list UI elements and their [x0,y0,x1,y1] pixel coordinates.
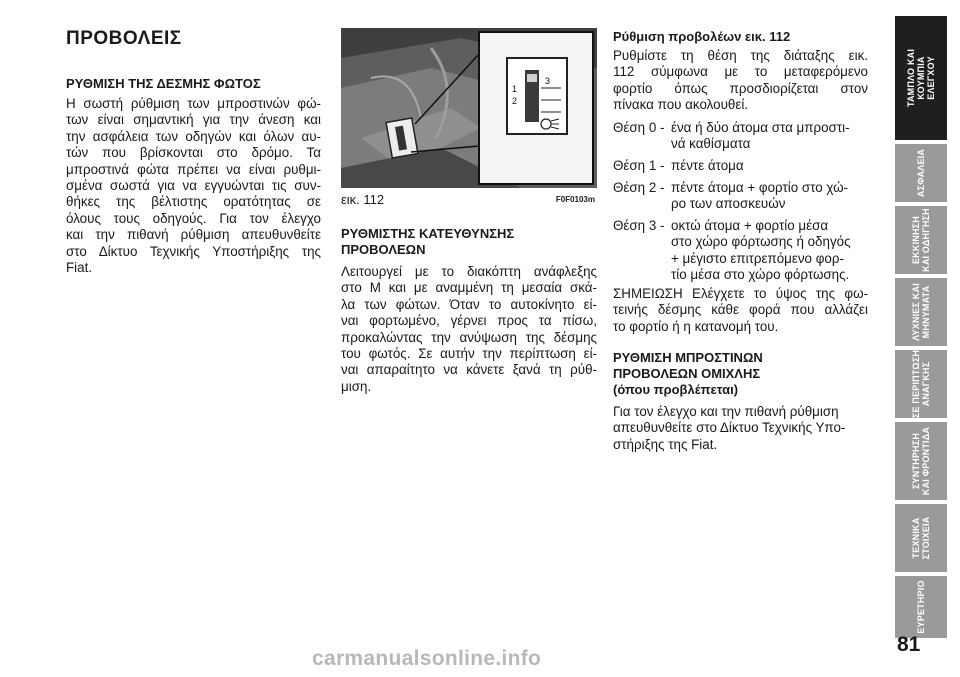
position-row [613,120,868,153]
switch-number-3: 3 [545,76,551,86]
position-row [613,180,868,213]
chapter-tab-label: ΕΚΚΙΝΗΣΗ ΚΑΙ ΟΔΗΓΗΣΗ [911,208,931,272]
beam-adjustment-body-line: την ασφάλεια των οδηγών και όλων αυ- [66,128,321,144]
headlight-aligner-body-line: στο M και με αναμμένη τη μεσαία σκά- [341,280,597,296]
headlight-aligner-body-line: λα των φώτων. Όταν το αυτοκίνητο εί- [341,296,597,312]
beam-adjustment-body-line: τών που βρίσκονται στο δρόμο. Τα [66,145,321,161]
chapter-tab[interactable] [895,350,947,418]
fog-lights-body-line: Για τον έλεγχο και την πιθανή ρύθμιση [613,404,839,419]
position-description-line: νά καθίσματα [671,136,751,152]
chapter-tab[interactable] [895,144,947,202]
watermark: carmanualsonline.info [312,647,542,670]
headlight-aligner-heading-line: ΡΥΘΜΙΣΤΗΣ ΚΑΤΕΥΘΥΝΣΗΣ [341,226,515,241]
position-label: Θέση 0 - [613,120,665,135]
note-line: τεινής δέσμης κάθε φορά που αλλάζει [613,302,868,318]
headlight-aligner-body-line: Λειτουργεί με το διακόπτη ανάφλεξης [341,264,597,279]
chapter-tab-label: ΑΣΦΑΛΕΙΑ [916,148,926,198]
switch-number-2: 2 [512,96,518,106]
fog-lights-heading-line: ΡΥΘΜΙΣΗ ΜΠΡΟΣΤΙΝΩΝ [613,350,763,365]
adjustment-intro-line: φορτίο όπως προσδιορίζεται στον [613,80,868,96]
position-description-line: ρο των αποσκευών [671,196,786,212]
position-description [671,180,868,213]
section-body-fog-lights [613,404,868,453]
adjustment-intro-line: πίνακα που ακολουθεί. [613,97,749,113]
position-description-line: πέντε άτομα + φορτίο στο χώ- [671,180,848,195]
figure-112-illustration [341,28,597,188]
figure-code: F0F0103m [555,195,595,204]
chapter-tab-label: ΕΥΡΕΤΗΡΙΟ [916,580,926,634]
position-row [613,218,868,284]
beam-adjustment-body-line: όλους τους οδηγούς. Για τον έλεγχο [66,210,321,226]
chapter-tab[interactable] [895,504,947,572]
page-number: 81 [897,633,921,656]
position-description-line: στο χώρο φόρτωσης ή οδηγός [671,234,851,250]
section-heading-beam-adjustment: ΡΥΘΜΙΣΗ ΤΗΣ ΔΕΣΜΗΣ ΦΩΤΟΣ [66,76,261,91]
beam-adjustment-body-line: Fiat. [66,260,93,276]
figure-caption: εικ. 112 [341,192,385,207]
section-body-adjustment-intro [613,48,868,114]
adjustment-intro-line: Ρυθμίστε τη θέση της διάταξης εικ. [613,48,868,63]
fog-lights-heading-line: (όπου προβλέπεται) [613,382,739,397]
fog-lights-body-line: στήριξης της Fiat. [613,436,718,452]
figure-caption-row [341,192,597,208]
section-heading-fog-lights [613,350,763,398]
chapter-tab[interactable] [895,422,947,500]
position-label: Θέση 1 - [613,158,665,173]
position-description [671,218,868,284]
beam-adjustment-body-line: Η σωστή ρύθμιση των μπροστινών φώ- [66,96,321,111]
position-description-line: τίο μέσα στο χώρο φόρτωσης. [671,267,850,283]
chapter-tab[interactable] [895,278,947,346]
headlight-aligner-heading-line: ΠΡΟΒΟΛΕΩΝ [341,242,426,257]
note-line: το φορτίο ή η κατανομή του. [613,318,779,334]
position-row [613,158,868,174]
headlight-aligner-body-line: του φωτός. Σε αυτήν την περίπτωση εί- [341,346,597,362]
beam-adjustment-body-line: στο Δίκτυο Τεχνικής Υποστήριξης της [66,243,321,259]
section-heading-headlight-aligner [341,226,514,258]
fog-lights-heading-line: ΠΡΟΒΟΛΕΩΝ ΟΜΙΧΛΗΣ [613,366,761,381]
beam-adjustment-body-line: και την πιθανή ρύθμιση απευθυνθείτε [66,227,321,243]
adjustment-intro-line: 112 σύμφωνα με το μεταφερόμενο [613,64,868,80]
section-body-beam-adjustment [66,96,321,276]
switch-number-1: 1 [512,84,518,94]
beam-adjustment-body-line: μπροστινά φώτα πρέπει να είναι ρυθμι- [66,161,321,177]
position-description [671,120,868,153]
chapter-tab-label: ΤΑΜΠΛΟ ΚΑΙ ΚΟΥΜΠΙΑ ΕΛΕΓΧΟΥ [906,48,936,108]
chapter-tab-label: ΛΥΧΝΙΕΣ ΚΑΙ ΜΗΝΥΜΑΤΑ [911,283,931,341]
position-label: Θέση 3 - [613,218,665,233]
beam-adjustment-body-line: θήκες της βέλτιστης ορατότητας σε [66,194,321,210]
position-description-line: πέντε άτομα [671,158,744,173]
headlight-aligner-body-line: ναι απαραίτητο να κάνετε ξανά τη ρύθ- [341,362,597,378]
headlight-aligner-body-line: μιση. [341,378,372,394]
chapter-tab-label: ΣΕ ΠΕΡΙΠΤΩΣΗ ΑΝΑΓΚΗΣ [911,349,931,419]
chapter-tab-label: ΤΕΧΝΙΚΑ ΣΤΟΙΧΕΙΑ [911,516,931,560]
fog-lights-body-line: απευθυνθείτε στο Δίκτυο Τεχνικής Υπο- [613,420,846,436]
chapter-tab[interactable] [895,576,947,638]
position-description-line: οκτώ άτομα + φορτίο μέσα [671,218,829,233]
section-body-headlight-aligner [341,264,597,395]
chapter-tab[interactable] [895,16,947,140]
page-title: ΠΡΟΒΟΛΕΙΣ [66,28,182,49]
note-paragraph [613,286,868,335]
headlight-aligner-body-line: ναι φορτωμένο, γέρνει προς τα πίσω, [341,313,597,329]
headlight-adjuster-illustration [341,28,597,188]
position-description-line: ένα ή δύο άτομα στα μπροστι- [671,120,850,135]
position-label: Θέση 2 - [613,180,665,195]
beam-adjustment-body-line: των είναι σημαντική για την άνεση και [66,112,321,128]
position-description-line: + μέγιστο επιτρεπόμενο φορ- [671,250,844,266]
chapter-tab[interactable] [895,206,947,274]
switch-callout-inset [479,32,593,184]
headlight-aligner-body-line: προκαλώντας την ανύψωση της δέσμης [341,329,597,345]
note-line: ΣΗΜΕΙΩΣΗ Ελέγχετε το ύψος της φω- [613,286,868,301]
section-heading-adjustment: Ρύθμιση προβολέων εικ. 112 [613,29,791,44]
chapter-tab-label: ΣΥΝΤΗΡΗΣΗ ΚΑΙ ΦΡΟΝΤΙΔΑ [911,426,931,496]
position-description [671,158,868,174]
beam-adjustment-body-line: σμένα σωστά για να εγγυώνται τις συν- [66,178,321,194]
